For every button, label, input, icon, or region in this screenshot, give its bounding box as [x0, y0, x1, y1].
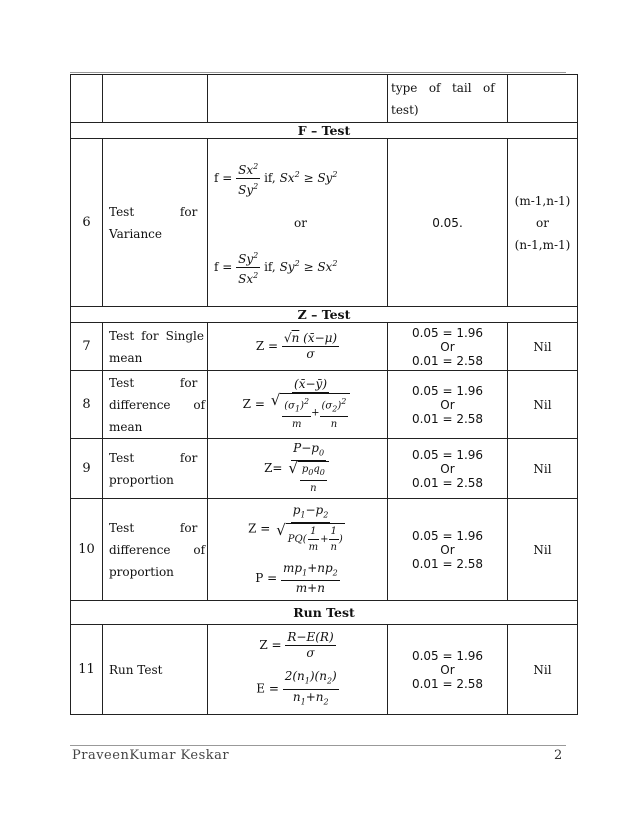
degrees-of-freedom: (m-1,n-1) or (n-1,m-1) — [508, 139, 578, 307]
page-number: 2 — [554, 748, 563, 763]
test-name: Test for Variance — [103, 139, 208, 307]
table-row — [71, 139, 578, 307]
test-name: Test for difference of proportion — [103, 499, 208, 601]
critical-value: 0.05 = 1.96 Or 0.01 = 2.58 — [388, 371, 508, 439]
formula-cell — [208, 139, 388, 307]
formula-cell — [208, 625, 388, 715]
formula-cell: Z= $P-p_0$ √ $\frac{p_0q_0}{n}$ — [208, 439, 388, 499]
section-header-f-test: F – Test — [71, 123, 578, 139]
critical-value: 0.05 = 1.96 Or 0.01 = 2.58 — [388, 323, 508, 371]
top-rule — [70, 72, 566, 73]
row-number: 6 — [71, 139, 103, 307]
table-row — [71, 625, 578, 715]
tail-type-text: type of tail of test) — [391, 80, 507, 117]
row-number: 11 — [71, 625, 103, 715]
degrees-of-freedom: Nil — [508, 371, 578, 439]
critical-value: 0.05 = 1.96 Or 0.01 = 2.58 — [388, 625, 508, 715]
z-formula: Z = $\frac{R-E(R)}{\sigma}$ — [259, 630, 334, 661]
test-name: Test for Single mean — [103, 323, 208, 371]
test-name: Test for difference of mean — [103, 371, 208, 439]
table-row — [71, 371, 578, 439]
variance-formula-1: f = $\frac{Sx^2}{Sy^2}$ if, $Sx^2 \ge Sy^2$ — [214, 159, 387, 198]
critical-value: 0.05 = 1.96 Or 0.01 = 2.58 — [388, 499, 508, 601]
formula-cell — [208, 499, 388, 601]
e-formula: E = $\frac{2(n_1)(n_2)}{n_1+n_2}$ — [256, 669, 337, 706]
or-label: or — [294, 215, 307, 230]
table-row — [71, 439, 578, 499]
critical-value: 0.05 = 1.96 Or 0.01 = 2.58 — [388, 439, 508, 499]
p-formula: P = $\frac{mp_1+np_2}{m+n}$ — [255, 561, 338, 596]
formula-cell: Z = $\frac{√n (x̄-\mu)}{\sigma}$ — [208, 323, 388, 371]
row-number: 7 — [71, 323, 103, 371]
row-number: 9 — [71, 439, 103, 499]
test-name: Test for proportion — [103, 439, 208, 499]
variance-formula-2: f = $\frac{Sy^2}{Sx^2}$ if, $Sy^2 \ge Sx^2$ — [214, 248, 387, 287]
degrees-of-freedom: Nil — [508, 625, 578, 715]
footer-rule — [70, 745, 566, 746]
degrees-of-freedom: Nil — [508, 499, 578, 601]
statistical-tests-table — [70, 74, 578, 715]
table-row — [71, 499, 578, 601]
degrees-of-freedom: Nil — [508, 323, 578, 371]
degrees-of-freedom: Nil — [508, 439, 578, 499]
row-number: 10 — [71, 499, 103, 601]
footer-author: PraveenKumar Keskar — [72, 748, 230, 763]
section-header-z-test: Z – Test — [71, 307, 578, 323]
test-name: Run Test — [103, 625, 208, 715]
section-header-run-test: Run Test — [71, 601, 578, 625]
row-number: 8 — [71, 371, 103, 439]
table-row — [71, 75, 578, 123]
table-row — [71, 323, 578, 371]
z-formula: Z = $p_1-p_2$ √ PQ( $\frac{1}{m}$ + $\frac{1}{n}$ ) — [248, 502, 343, 553]
critical-value: 0.05. — [388, 139, 508, 307]
formula-cell: Z = (x̄−ȳ) √ $\frac{(\sigma_1)^2}{m}$ + $\frac{(\sigma_2)^2}{n}$ — [208, 371, 388, 439]
tail-type-cell — [388, 75, 508, 123]
